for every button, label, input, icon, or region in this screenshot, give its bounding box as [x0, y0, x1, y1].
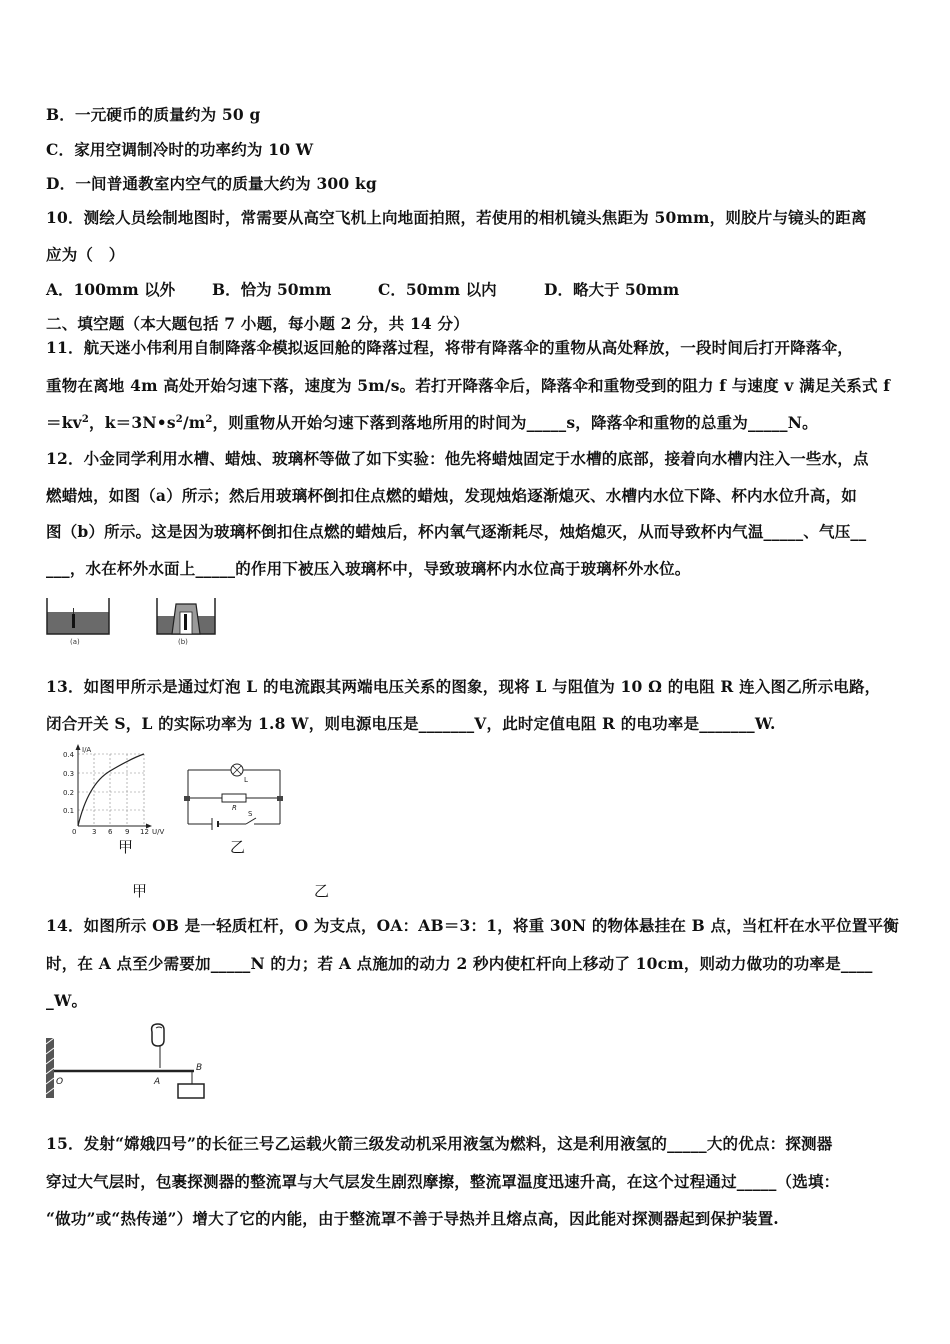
- ytick: 0.1: [63, 807, 75, 815]
- q10-stem-line2: 应为（ ）: [46, 245, 125, 264]
- figure-b-label: (b): [178, 638, 188, 646]
- hand-icon: [152, 1024, 164, 1046]
- q10-option-c: C．50mm 以内: [378, 280, 497, 299]
- q9-option-b: B．一元硬币的质量约为 50 g: [46, 105, 261, 124]
- q15-line2: 穿过大气层时，包裹探测器的整流罩与大气层发生剧烈摩擦，整流罩温度迅速升高，在这个过程通过_____（选填：: [46, 1172, 840, 1191]
- graph-caption-small: 甲: [118, 838, 134, 856]
- iu-curve: [78, 754, 144, 826]
- xtick: 6: [108, 828, 113, 836]
- q13-line1: 13．如图甲所示是通过灯泡 L 的电流跟其两端电压关系的图象，现将 L 与阻值为 10 Ω 的电阻 R 连入图乙所示电路，: [46, 677, 881, 696]
- q9-option-c: C．家用空调制冷时的功率约为 10 W: [46, 140, 314, 159]
- caption-yi: 乙: [314, 882, 330, 900]
- weight-block: [178, 1084, 204, 1098]
- q10-option-a: A．100mm 以外: [46, 280, 176, 299]
- lamp-icon: [231, 764, 243, 776]
- xtick: 9: [125, 828, 130, 836]
- circuit-label-s: S: [248, 810, 253, 818]
- ytick: 0.2: [63, 789, 75, 797]
- lever-figure: [44, 1022, 212, 1104]
- q10-option-b: B．恰为 50mm: [212, 280, 332, 299]
- circuit-label-r: R: [232, 804, 237, 812]
- graph-xlabel: U/V: [152, 828, 165, 836]
- figure-a-tank: [44, 594, 112, 646]
- q12-line1: 12．小金同学利用水槽、蜡烛、玻璃杯等做了如下实验：他先将蜡烛固定于水槽的底部，接着向水槽内注入一些水，点: [46, 449, 869, 468]
- section2-title: 二、填空题（本大题包括 7 小题，每小题 2 分，共 14 分）: [46, 314, 469, 333]
- q15-line1: 15．发射“嫦娥四号”的长征三号乙运载火箭三级发动机采用液氢为燃料，这是利用液氢的_____大的优点：探测器: [46, 1134, 833, 1153]
- q9-option-d: D．一间普通教室内空气的质量大约为 300 kg: [46, 174, 377, 193]
- q12-line2: 燃蜡烛，如图（a）所示；然后用玻璃杯倒扣住点燃的蜡烛，发现烛焰逐渐熄灭、水槽内水位下降、杯内水位升高，如: [46, 486, 857, 505]
- xtick: 12: [140, 828, 149, 836]
- ytick: 0.3: [63, 770, 75, 778]
- q11-line2: 重物在离地 4m 高处开始匀速下落，速度为 5m/s。若打开降落伞后，降落伞和重物受到的阻力 f 与速度 v 满足关系式 f: [46, 376, 891, 395]
- q12-line3: 图（b）所示。这是因为玻璃杯倒扣住点燃的蜡烛后，杯内氧气逐渐耗尽，烛焰熄灭，从而导致杯内气温_____、气压__: [46, 522, 867, 541]
- resistor-icon: [222, 794, 246, 802]
- q12-line4: ___，水在杯外水面上_____的作用下被压入玻璃杯中，导致玻璃杯内水位高于玻璃杯外水位。: [46, 559, 691, 578]
- lever-label-a: A: [154, 1077, 161, 1087]
- circuit-caption-small: 乙: [230, 838, 246, 856]
- circuit-label-l: L: [244, 776, 248, 784]
- q15-line3: “做功”或“热传递”）增大了它的内能，由于整流罩不善于导热并且熔点高，因此能对探测器起到保护装置.: [46, 1209, 779, 1228]
- circuit-yi: [184, 756, 284, 832]
- battery-icon: [212, 818, 218, 830]
- q13-line2: 闭合开关 S，L 的实际功率为 1.8 W，则电源电压是_______V，此时定值电阻 R 的电功率是_______W.: [46, 714, 776, 733]
- q14-line2: 时，在 A 点至少需要加_____N 的力；若 A 点施加的动力 2 秒内使杠杆向上移动了 10cm，则动力做功的功率是____: [46, 954, 873, 973]
- figure-a-label: (a): [70, 638, 80, 646]
- xtick: 0: [72, 828, 77, 836]
- switch-icon: [246, 818, 256, 824]
- q11-line1: 11．航天迷小伟利用自制降落伞模拟返回舱的降落过程，将带有降落伞的重物从高处释放，一段时间后打开降落伞，: [46, 338, 853, 357]
- q11-line3: $=kv^2$，$k=3N•s^2/m^2$，则重物从开始匀速下落到落地所用的时间为_____s，降落伞和重物的总重为_____N。: [46, 413, 818, 432]
- ytick: 0.4: [63, 751, 75, 759]
- q10-stem-line1: 10．测绘人员绘制地图时，常需要从高空飞机上向地面拍照，若使用的相机镜头焦距为 50mm，则胶片与镜头的距离: [46, 208, 867, 227]
- q14-line1: 14．如图所示 OB 是一轻质杠杆，O 为支点，OA：AB＝3：1，将重 30N 的物体悬挂在 B 点，当杠杆在水平位置平衡: [46, 916, 899, 935]
- caption-jia: 甲: [132, 882, 148, 900]
- graph-jia: [60, 744, 185, 836]
- q14-line3: _W。: [46, 991, 88, 1010]
- xtick: 3: [92, 828, 97, 836]
- lever-label-b: B: [196, 1063, 203, 1073]
- graph-ylabel: I/A: [82, 746, 92, 754]
- lever-label-o: O: [56, 1077, 64, 1087]
- figure-b-tank: [154, 592, 220, 646]
- q10-option-d: D．略大于 50mm: [544, 280, 680, 299]
